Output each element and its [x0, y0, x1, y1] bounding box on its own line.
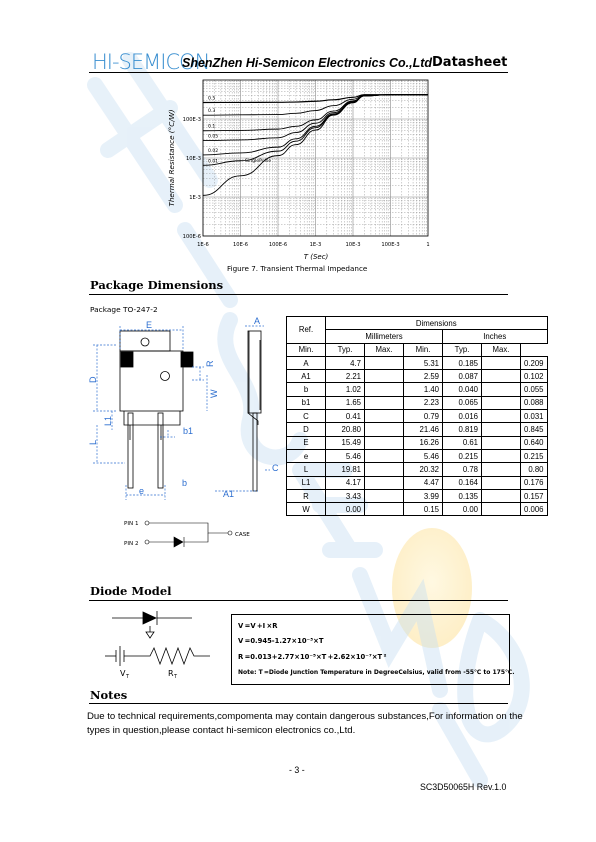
- dim-label-L: L: [88, 439, 98, 445]
- page-number: - 3 -: [289, 765, 305, 775]
- value-cell: 0.164: [443, 476, 482, 489]
- ref-cell: A: [287, 356, 326, 369]
- x-tick-label: 10E-3: [345, 242, 361, 248]
- value-cell: 1.40: [404, 383, 443, 396]
- value-cell: 2.59: [404, 370, 443, 383]
- value-cell: 0.215: [521, 449, 548, 462]
- y-axis-label: Thermal Resistance (°C/W): [167, 109, 176, 207]
- notes-rule: [89, 703, 508, 704]
- value-cell: 0.065: [443, 396, 482, 409]
- y-tick-label: 10E-3: [185, 156, 201, 162]
- dim-label-L1: L1: [103, 415, 113, 426]
- value-cell: 4.17: [326, 476, 365, 489]
- value-cell: [365, 423, 404, 436]
- dim-label-b1: b1: [183, 426, 194, 436]
- ref-cell: E: [287, 436, 326, 449]
- value-cell: [482, 476, 521, 489]
- table-row: [287, 383, 548, 396]
- value-cell: 0.00: [326, 503, 365, 516]
- value-cell: [482, 436, 521, 449]
- dim-label-b: b: [182, 478, 188, 488]
- ref-cell: b: [287, 383, 326, 396]
- package-drawing: [90, 314, 290, 559]
- value-cell: 0.087: [443, 370, 482, 383]
- series-label: 0.01: [208, 159, 219, 165]
- value-cell: 15.49: [326, 436, 365, 449]
- table-row: [287, 489, 548, 502]
- x-tick-label: 1E-3: [309, 242, 322, 248]
- ref-cell: e: [287, 449, 326, 462]
- value-cell: 1.65: [326, 396, 365, 409]
- series-label: 0.3: [208, 109, 216, 115]
- inches-header: Inches: [443, 330, 548, 343]
- sub-header-cell: Max.: [482, 343, 521, 356]
- dim-label-e: e: [139, 486, 145, 496]
- value-cell: 5.46: [404, 449, 443, 462]
- y-tick-label: 100E-6: [182, 234, 201, 240]
- value-cell: [482, 383, 521, 396]
- dim-label-W: W: [209, 389, 219, 398]
- diode-note: Note: T =Diode Junction Temperature in DegreeCelsius, valid from -55℃ to 175℃.: [238, 669, 515, 676]
- value-cell: 0.61: [443, 436, 482, 449]
- value-cell: 19.81: [326, 463, 365, 476]
- value-cell: 20.80: [326, 423, 365, 436]
- value-cell: 0.088: [521, 396, 548, 409]
- company-name: ShenZhen Hi-Semicon Electronics Co.,Ltd: [182, 56, 433, 70]
- diode-rule: [89, 600, 508, 601]
- value-cell: 0.15: [404, 503, 443, 516]
- value-cell: 21.46: [404, 423, 443, 436]
- ref-cell: C: [287, 410, 326, 423]
- diode-section-title: Diode Model: [90, 584, 172, 598]
- y-tick-label: 1E-3: [189, 195, 201, 201]
- diode-equation-1: V =V +I ×R: [238, 622, 278, 630]
- value-cell: 0.176: [521, 476, 548, 489]
- dim-label-C: C: [272, 463, 279, 473]
- ref-cell: b1: [287, 396, 326, 409]
- dim-label-E: E: [146, 320, 153, 330]
- diode-model-circuit: [100, 606, 215, 682]
- value-cell: [365, 503, 404, 516]
- dimensions-table-body: [287, 356, 548, 516]
- value-cell: 0.819: [443, 423, 482, 436]
- value-cell: [482, 449, 521, 462]
- dim-label-A1: A1: [223, 489, 235, 499]
- diode-equations-box: [231, 614, 515, 685]
- value-cell: 0.055: [521, 383, 548, 396]
- diode-equation-2: V =0.945-1.27×10⁻³×T: [238, 637, 324, 645]
- header-rule: [89, 72, 508, 73]
- value-cell: 0.135: [443, 489, 482, 502]
- table-row: [287, 463, 548, 476]
- chart-caption: Figure 7. Transient Thermal Impedance: [227, 264, 368, 273]
- value-cell: [365, 436, 404, 449]
- rt-label: R: [168, 669, 174, 678]
- value-cell: [365, 463, 404, 476]
- value-cell: 0.016: [443, 410, 482, 423]
- value-cell: 5.46: [326, 449, 365, 462]
- series-label: 0.05: [208, 134, 219, 140]
- value-cell: [482, 356, 521, 369]
- value-cell: [482, 370, 521, 383]
- value-cell: 0.80: [521, 463, 548, 476]
- value-cell: 4.47: [404, 476, 443, 489]
- dimensions-table: [286, 316, 548, 516]
- sub-header-cell: Min.: [287, 343, 326, 356]
- table-row: [287, 476, 548, 489]
- dim-label-A: A: [254, 316, 261, 326]
- value-cell: [482, 503, 521, 516]
- value-cell: [365, 476, 404, 489]
- dimensions-header: Dimensions: [326, 317, 548, 330]
- series-label: SinglePulse: [245, 158, 272, 164]
- ref-cell: A1: [287, 370, 326, 383]
- value-cell: [365, 489, 404, 502]
- thermal-impedance-chart: [150, 75, 450, 275]
- millimeters-header: Millimeters: [326, 330, 443, 343]
- table-row: [287, 396, 548, 409]
- table-row: [287, 503, 548, 516]
- package-rule: [89, 294, 508, 295]
- value-cell: [365, 449, 404, 462]
- company-logo: HI-SEMICON: [92, 50, 210, 74]
- notes-text: Due to technical requirements,compomenta may contain dangerous substances,For information on the types in question,please contact hi-semicon electronics co.,Ltd.: [87, 711, 523, 736]
- value-cell: 4.7: [326, 356, 365, 369]
- value-cell: [482, 396, 521, 409]
- value-cell: 0.215: [443, 449, 482, 462]
- value-cell: 2.23: [404, 396, 443, 409]
- case-label: CASE: [235, 532, 250, 538]
- ref-cell: R: [287, 489, 326, 502]
- value-cell: 0.78: [443, 463, 482, 476]
- value-cell: 0.79: [404, 410, 443, 423]
- value-cell: 3.99: [404, 489, 443, 502]
- table-row: [287, 410, 548, 423]
- value-cell: 5.31: [404, 356, 443, 369]
- value-cell: [365, 370, 404, 383]
- series-label: 0.1: [208, 124, 216, 130]
- sub-header-cell: Min.: [404, 343, 443, 356]
- value-cell: 0.209: [521, 356, 548, 369]
- ref-cell: D: [287, 423, 326, 436]
- diode-equation-3: R =0.013+2.77×10⁻⁵×T +2.62×10⁻⁷×T ²: [238, 653, 387, 661]
- vt-label: V: [120, 669, 126, 678]
- x-tick-label: 1: [426, 242, 430, 248]
- value-cell: 0.157: [521, 489, 548, 502]
- dim-label-R: R: [205, 360, 215, 367]
- x-tick-label: 10E-6: [232, 242, 249, 248]
- table-row: [287, 370, 548, 383]
- document-type: Datasheet: [432, 55, 508, 70]
- value-cell: 0.102: [521, 370, 548, 383]
- x-tick-label: 1E-6: [197, 242, 209, 248]
- ref-cell: L: [287, 463, 326, 476]
- package-section-title: Package Dimensions: [90, 278, 224, 292]
- rt-subscript: T: [174, 674, 178, 680]
- part-revision: SC3D50065H Rev.1.0: [420, 782, 507, 792]
- value-cell: [482, 423, 521, 436]
- value-cell: 0.006: [521, 503, 548, 516]
- value-cell: [482, 463, 521, 476]
- value-cell: [365, 396, 404, 409]
- chart-grid: [203, 80, 428, 236]
- value-cell: 0.185: [443, 356, 482, 369]
- ref-cell: W: [287, 503, 326, 516]
- dim-label-D: D: [88, 376, 98, 383]
- table-row: [287, 356, 548, 369]
- value-cell: 16.26: [404, 436, 443, 449]
- value-cell: 1.02: [326, 383, 365, 396]
- value-cell: [482, 410, 521, 423]
- x-axis-label: T (Sec): [303, 253, 329, 261]
- sub-header-cell: Typ.: [326, 343, 365, 356]
- pin2-label: PIN 2: [124, 541, 139, 547]
- x-tick-label: 100E-6: [268, 242, 288, 248]
- ref-cell: L1: [287, 476, 326, 489]
- value-cell: 0.640: [521, 436, 548, 449]
- value-cell: [365, 356, 404, 369]
- value-cell: [365, 383, 404, 396]
- value-cell: 0.41: [326, 410, 365, 423]
- value-cell: 3.43: [326, 489, 365, 502]
- value-cell: 0.031: [521, 410, 548, 423]
- vt-subscript: T: [126, 674, 130, 680]
- value-cell: 2.21: [326, 370, 365, 383]
- table-row: [287, 436, 548, 449]
- pin1-label: PIN 1: [124, 521, 139, 527]
- value-cell: 0.00: [443, 503, 482, 516]
- value-cell: 0.040: [443, 383, 482, 396]
- value-cell: [365, 410, 404, 423]
- sub-header-cell: Max.: [365, 343, 404, 356]
- series-label: 0.5: [208, 96, 216, 102]
- table-row: [287, 423, 548, 436]
- notes-section-title: Notes: [90, 688, 128, 702]
- ref-header: Ref.: [287, 317, 326, 344]
- y-tick-label: 100E-3: [182, 117, 201, 123]
- package-subtitle: Package TO-247-2: [90, 305, 158, 314]
- value-cell: [482, 489, 521, 502]
- table-row: [287, 449, 548, 462]
- sub-header-row: [287, 343, 548, 356]
- value-cell: 20.32: [404, 463, 443, 476]
- sub-header-cell: Typ.: [443, 343, 482, 356]
- series-label: 0.02: [208, 148, 219, 154]
- x-tick-label: 100E-3: [381, 242, 400, 248]
- value-cell: 0.845: [521, 423, 548, 436]
